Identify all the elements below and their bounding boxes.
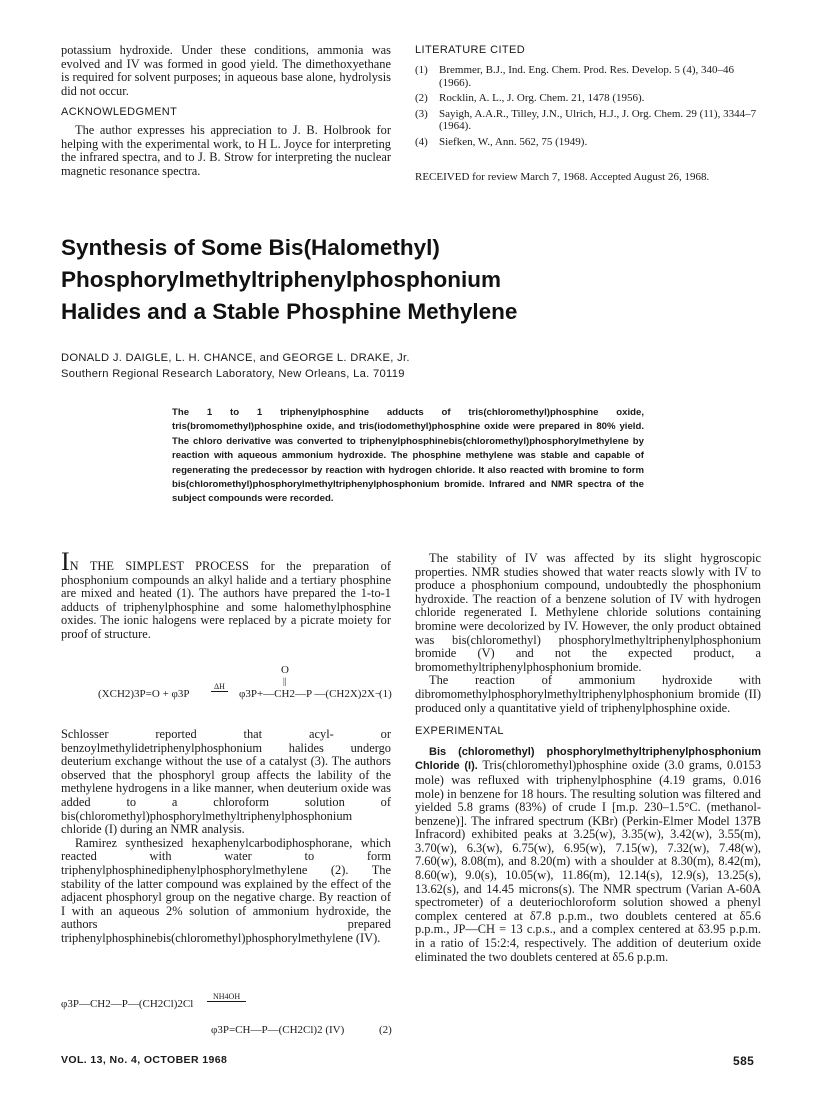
page-number: 585 [733,1054,755,1068]
author-names: DONALD J. DAIGLE, L. H. CHANCE, and GEORGE L. DRAKE, Jr. [61,352,410,364]
stability-paragraph: The stability of IV was affected by its slight hygroscopic properties. NMR studies showed that water reacts slowly with IV to produce a phosphonium compound, undoubtedly the phosphonium hydroxide. The reaction of a benzene solution of IV with hydrogen chloride regenerated I. Methylene chloride solutions containing bromine were decolorized by IV. However, the only product obtained was bis(chloromethyl) phosphorylmethyltriphenylphosphonium bromide (V) and not the expected product, a bromomethyltriphenylphosphonium bromide. [415,551,761,674]
schlosser-paragraph: Schlosser reported that acyl- or benzoylmethylidetriphenylphosphonium halides undergo deuterium exchange without the use of a catalyst (3). The authors observed that the phosphoryl group affects the lability of the methylene hydrogens in a like manner, when deuterium oxide was added to a chloroform solution of bis(chloromethyl)phosphorylmethyltriphenylphosphonium chloride (I) during an NMR analysis. [61,727,391,837]
article-title [61,232,761,328]
equation-2 [61,992,391,1040]
eq2-reactant: φ3P—CH2—P—(CH2Cl)2Cl [61,998,194,1010]
equation-1 [61,664,391,714]
intro-text: for the preparation of phosphonium compounds an alkyl halide and a tertiary phosphine are mixed and heated (1). The authors have prepared the 1-to-1 adducts of triphenylphosphine and some halomethylphosphine oxides. The ionic halogens were replaced by a picrate moiety for proof of structure. [61,559,391,641]
title-line: Phosphorylmethyltriphenylphosphonium [61,267,502,292]
drop-cap: I [61,547,70,576]
experimental-paragraph [415,745,761,965]
affiliation: Southern Regional Research Laboratory, New Orleans, La. 70119 [61,368,405,380]
eq1-number: (1) [379,688,392,700]
abstract: The 1 to 1 triphenylphosphine adducts of tris(chloromethyl)phosphine oxide, tris(bromomethyl)phosphine oxide, and tris(iodomethyl)phosphine oxide were prepared in 80% yield. The chloro derivative was converted to triphenylphosphinebis(chloromethyl)phosphorylmethylene by reaction with aqueous ammonium hydroxide. The phosphine methylene was stable and capable of regenerating the predecessor by reaction with hydrogen chloride. It also reacted with bromine to form bis(chloromethyl)phosphorylmethyltriphenylphosphonium bromide. Infrared and NMR spectra of the subject compounds were recorded. [172,407,644,505]
top-paragraph: potassium hydroxide. Under these conditions, ammonia was evolved and IV was formed in good yield. The dimethoxyethane is required for solvent purposes; in aqueous base alone, hydrolysis did not occur. [61,43,391,98]
ammonium-paragraph: The reaction of ammonium hydroxide with dibromomethylphosphorylmethyltriphenylphosphonium bromide (II) produced only a quantitative yield of triphenylphosphine oxide. [415,673,761,715]
eq1-reactants: (XCH2)3P=O + φ3P [98,688,190,700]
left-column-cont [61,728,391,946]
literature-item: (3) Sayigh, A.A.R., Tilley, J.N., Ulrich, H.J., J. Org. Chem. 29 (11), 3344–7 (1964). [415,107,757,133]
literature-item: (2) Rocklin, A. L., J. Org. Chem. 21, 1478 (1956). [415,92,645,105]
eq1-oxygen: O [281,664,289,676]
footer-issue: VOL. 13, No. 4, OCTOBER 1968 [61,1054,228,1066]
experimental-text: Tris(chloromethyl)phosphine oxide (3.0 grams, 0.0153 mole) was refluxed with triphenylphosphine (4.19 grams, 0.016 mole) in benzene for 18 hours. The resulting solution was filtered and yielded 5.8 grams (83%) of crude I [m.p. 230–1.5°C. (methanol-benzene)]. The infrared spectrum (KBr) (Perkin-Elmer Model 137B Infracord) exhibited peaks at 3.25(w), 3.35(w), 3.42(w), 3.55(m), 3.70(w), 6.3(w), 6.75(w), 6.95(w), 7.15(w), 7.32(w), 7.48(w), 7.60(w), 8.08(m), and 8.20(m) with a shoulder at 8.30(m), 8.42(m), 8.60(w), 9.0(s), 10.05(w), 11.86(m), 12.14(s), 12.9(s), 13.25(s), 13.62(s), and 14.45 microns(s). The NMR spectrum (Varian A-60A spectrometer) of a deuteriochloroform solution showed a phenyl complex centered at δ7.8 p.p.m., two doublets centered at δ5.6 p.p.m., JP—CH = 13 c.p.s., and a complex centered at δ3.95 p.p.m. in a ratio of 15:2:4, respectively. The addition of deuterium oxide eliminated the two doublets centered at δ5.6 p.p.m. [415,758,762,964]
title-line: Synthesis of Some Bis(Halomethyl) [61,235,440,260]
title-line: Halides and a Stable Phosphine Methylene [61,299,518,324]
experimental-heading: EXPERIMENTAL [415,725,504,738]
left-column [61,547,391,642]
compound-subheading: Bis (chloromethyl) phosphorylmethyltriphenylphosphonium Chloride (I). [415,745,761,773]
eq2-arrow: NH4OH [207,992,246,1002]
eq2-product: φ3P=CH—P—(CH2Cl)2 (IV) [211,1024,345,1036]
eq1-arrow: ΔH [211,682,228,692]
top-left-block [61,44,391,178]
eq2-number: (2) [379,1024,392,1036]
eq1-double-bond: || [283,676,287,686]
eq1-product: φ3P+—CH2—P —(CH2X)2X− [239,688,382,700]
received-line: RECEIVED for review March 7, 1968. Accepted August 26, 1968. [415,170,710,183]
literature-item: (4) Siefken, W., Ann. 562, 75 (1949). [415,135,588,148]
literature-heading: LITERATURE CITED [415,44,526,56]
intro-caps: N THE SIMPLEST PROCESS [69,559,249,573]
literature-cited [415,44,760,183]
literature-item: (1) Bremmer, B.J., Ind. Eng. Chem. Prod. Res. Develop. 5 (4), 340–46 (1966). [415,64,734,89]
intro-paragraph [61,547,391,642]
ramirez-paragraph: Ramirez synthesized hexaphenylcarbodiphosphorane, which reacted with water to form triphenylphosphinediphenylphosphorylmethylene (2). The stability of the latter compound was explained by the effect of the adjacent phosphoryl group on the negative charge. By reaction of I with an aqueous 2% solution of ammonium hydroxide, the authors prepared triphenylphosphinebis(chloromethyl)phosphorylmethylene (IV). [61,835,391,945]
literature-list [415,64,760,149]
ack-heading: ACKNOWLEDGMENT [61,106,178,119]
author-block [61,350,661,382]
right-column [415,552,761,964]
ack-text: The author expresses his appreciation to J. B. Holbrook for helping with the experimental work, to H L. Joyce for interpreting the infrared spectra, and to J. B. Strow for interpreting the nuclear magnetic resonance spectra. [61,122,391,178]
